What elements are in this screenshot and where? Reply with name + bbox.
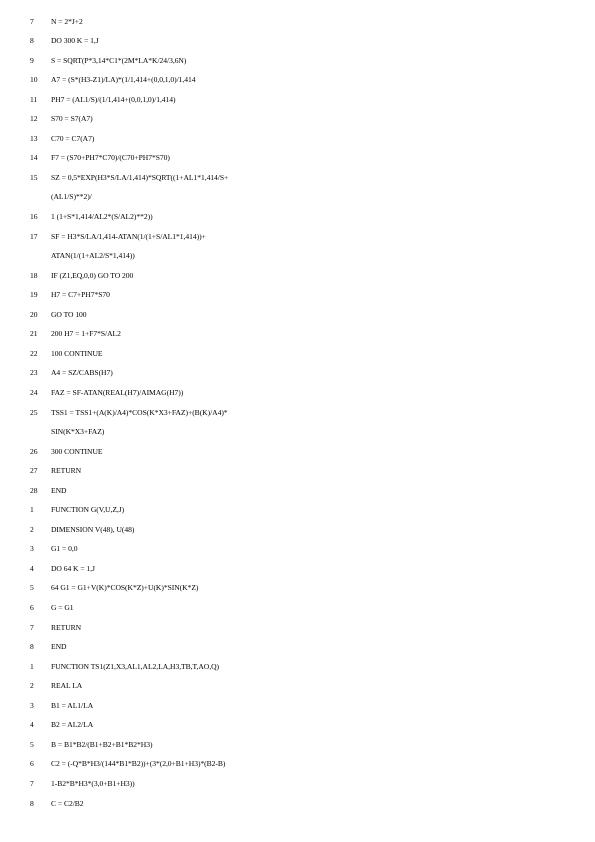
code-text: DO 64 K = 1,J	[51, 563, 95, 573]
code-text: FUNCTION TS1(Z1,X3,AL1,AL2,LA,H3,TB,T,AO,Q)	[51, 661, 219, 671]
line-number: 1	[30, 505, 34, 515]
code-line	[0, 562, 595, 576]
code-text: FAZ = SF-ATAN(REAL(H7)/AIMAG(H7))	[51, 387, 184, 397]
line-number: 14	[30, 153, 38, 163]
code-line	[0, 327, 595, 341]
code-line	[0, 171, 595, 185]
code-line	[0, 523, 595, 537]
line-number: 1	[30, 661, 34, 671]
code-line	[0, 406, 595, 420]
code-text: 64 G1 = G1+V(K)*COS(K*Z)+U(K)*SIN(K*Z)	[51, 583, 199, 593]
code-line	[0, 621, 595, 635]
line-number: 27	[30, 466, 38, 476]
code-line	[0, 386, 595, 400]
line-number: 21	[30, 329, 38, 339]
code-line	[0, 34, 595, 48]
code-line	[0, 230, 595, 244]
code-text: SF = H3*S/LA/1,414-ATAN(1/(1+S/AL1*1,414))+	[51, 231, 206, 241]
line-number: 16	[30, 212, 38, 221]
line-number: 9	[30, 55, 34, 65]
code-text: G = G1	[51, 603, 74, 612]
code-line	[0, 249, 595, 263]
code-text: S = SQRT(P*3,14*C1*(2M*LA*K/24/3,6N)	[51, 55, 187, 65]
code-line	[0, 288, 595, 302]
line-number: 10	[30, 75, 38, 85]
code-text: H7 = C7+PH7*S70	[51, 290, 110, 300]
line-number: 15	[30, 172, 38, 182]
line-number: 3	[30, 700, 34, 710]
line-number: 7	[30, 16, 34, 26]
code-line	[0, 425, 595, 439]
line-number: 22	[30, 348, 38, 358]
code-line	[0, 54, 595, 68]
code-text: G1 = 0,0	[51, 544, 78, 554]
line-number: 11	[30, 94, 38, 104]
code-line	[0, 679, 595, 693]
line-number: 5	[30, 739, 34, 749]
line-number: 8	[30, 798, 34, 808]
code-line	[0, 757, 595, 771]
line-number: 17	[30, 231, 38, 241]
code-text: B2 = AL2/LA	[51, 720, 94, 730]
code-text: END	[51, 642, 67, 652]
code-line	[0, 464, 595, 478]
line-number: 25	[30, 407, 38, 417]
line-number: 2	[30, 681, 34, 691]
code-text: 100 CONTINUE	[51, 348, 103, 358]
code-text: B1 = AL1/LA	[51, 700, 94, 710]
code-line	[0, 542, 595, 556]
code-text: END	[51, 485, 67, 495]
code-text: RETURN	[51, 466, 82, 476]
code-line	[0, 269, 595, 283]
line-number: 20	[30, 309, 38, 319]
line-number: 7	[30, 778, 34, 788]
code-line	[0, 777, 595, 791]
line-number: 5	[30, 583, 34, 593]
line-number: 24	[30, 387, 38, 397]
line-number: 6	[30, 759, 34, 769]
code-text: C2 = (-Q*B*H3/(144*B1*B2))+(3*(2,0+B1+H3)*(B2-B)	[51, 759, 226, 769]
code-text: DIMENSION V(48), U(48)	[51, 524, 135, 534]
code-text: GO TO 100	[51, 309, 87, 319]
code-text: FUNCTION G(V,U,Z,J)	[51, 505, 125, 515]
code-line	[0, 366, 595, 380]
code-line	[0, 601, 595, 615]
code-text: A4 = SZ/CABS(H7)	[51, 368, 113, 378]
line-number: 18	[30, 270, 38, 280]
line-number: 6	[30, 603, 34, 612]
code-line	[0, 347, 595, 361]
line-number: 13	[30, 133, 38, 143]
code-text: TSS1 = TSS1+(A(K)/A4)*COS(K*X3+FAZ)+(B(K)/A4)*	[51, 407, 228, 417]
line-number: 26	[30, 446, 38, 456]
code-line	[0, 738, 595, 752]
code-line	[0, 15, 595, 29]
line-number: 28	[30, 485, 38, 495]
code-line	[0, 640, 595, 654]
line-number: 3	[30, 544, 34, 554]
code-text: ATAN(1/(1+AL2/S*1,414))	[51, 251, 135, 261]
code-text: IF (Z1,EQ,0,0) GO TO 200	[51, 270, 134, 280]
code-line	[0, 93, 595, 107]
code-text: S70 = S7(A7)	[51, 114, 93, 124]
code-text: 300 CONTINUE	[51, 446, 103, 456]
code-line	[0, 151, 595, 165]
code-text: B = B1*B2/(B1+B2+B1*B2*H3)	[51, 739, 153, 749]
code-text: A7 = (S*(H3-Z1)/LA)*(1/1,414+(0,0,1,0)/1,414	[51, 75, 196, 85]
code-text: SZ = 0,5*EXP(H3*S/LA/1,414)*SQRT((1+AL1*1,414/S+	[51, 172, 229, 182]
line-number: 19	[30, 290, 38, 300]
code-line	[0, 132, 595, 146]
code-line	[0, 503, 595, 517]
code-text: RETURN	[51, 622, 82, 632]
line-number: 7	[30, 622, 34, 632]
code-line	[0, 660, 595, 674]
code-text: N = 2*J+2	[51, 16, 83, 26]
code-line	[0, 581, 595, 595]
code-line	[0, 308, 595, 322]
line-number: 2	[30, 524, 34, 534]
code-line	[0, 112, 595, 126]
code-line	[0, 210, 595, 224]
line-number: 23	[30, 368, 38, 378]
code-text: C70 = C7(A7)	[51, 133, 95, 143]
code-line	[0, 484, 595, 498]
line-number: 4	[30, 720, 34, 730]
code-text: C = C2/B2	[51, 798, 84, 808]
code-text: (AL1/S)**2)/	[51, 192, 92, 202]
code-text: SIN(K*X3+FAZ)	[51, 427, 105, 437]
code-line	[0, 699, 595, 713]
code-text: DO 300 K = 1,J	[51, 36, 99, 46]
code-line	[0, 445, 595, 459]
code-text: 1-B2*B*H3*(3,0+B1+H3))	[51, 778, 135, 788]
code-line	[0, 718, 595, 732]
line-number: 8	[30, 36, 34, 46]
code-text: PH7 = (AL1/S)/(1/1,414+(0,0,1,0)/1,414)	[51, 94, 176, 104]
code-text: REAL LA	[51, 681, 83, 691]
line-number: 8	[30, 642, 34, 652]
code-line	[0, 73, 595, 87]
line-number: 12	[30, 114, 38, 124]
code-text: 200 H7 = 1+F7*S/AL2	[51, 329, 121, 339]
code-line	[0, 797, 595, 811]
code-line	[0, 190, 595, 204]
line-number: 4	[30, 563, 34, 573]
code-text: 1 (1+S*1,414/AL2*(S/AL2)**2))	[51, 212, 153, 221]
code-text: F7 = (S70+PH7*C70)/(C70+PH7*S70)	[51, 153, 170, 163]
